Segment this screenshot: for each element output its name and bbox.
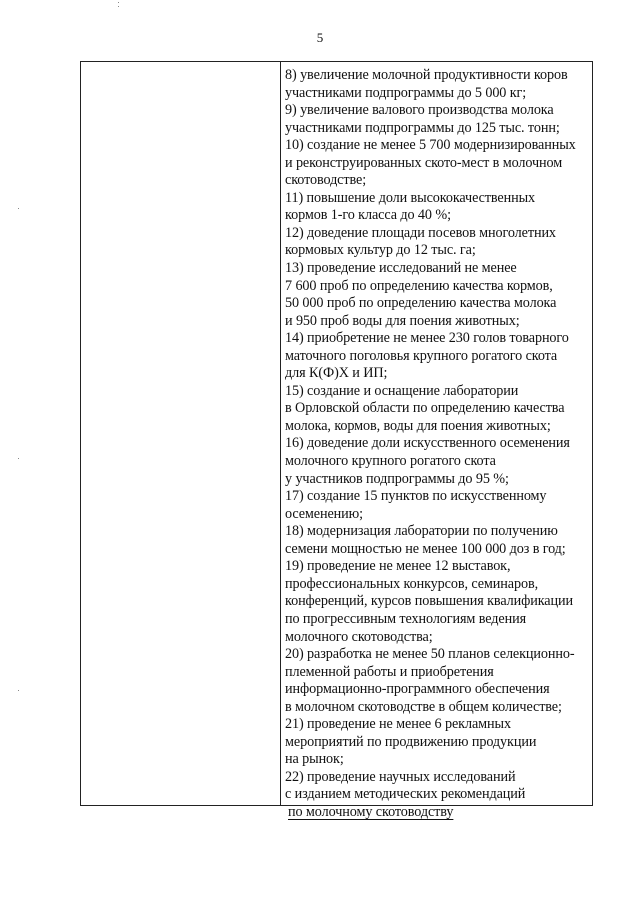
- document-table: [80, 61, 593, 820]
- text-line: у участников подпрограммы до 95 %;: [285, 470, 509, 487]
- text-line: с изданием методических рекомендаций: [285, 786, 526, 803]
- text-line: и 950 проб воды для поения животных;: [285, 312, 520, 329]
- text-line: по прогрессивным технологиям ведения: [285, 610, 527, 627]
- text-line: молочного крупного рогатого скота: [285, 453, 496, 470]
- text-line: осеменению;: [285, 505, 364, 522]
- text-line: участниками подпрограммы до 5 000 кг;: [285, 84, 527, 101]
- text-line: 13) проведение исследований не менее: [285, 260, 517, 277]
- scan-speck: [118, 6, 119, 7]
- scan-speck: [118, 2, 119, 3]
- page-number: 5: [316, 30, 324, 45]
- text-line: 15) создание и оснащение лаборатории: [285, 382, 519, 399]
- column-divider: [280, 62, 281, 805]
- text-line: 9) увеличение валового производства молока: [285, 102, 554, 119]
- scan-speck: [18, 458, 19, 459]
- text-line: кормов 1-го класса до 40 %;: [285, 207, 451, 224]
- text-line: участниками подпрограммы до 125 тыс. тонн;: [285, 119, 560, 136]
- text-line: по молочному скотоводству: [288, 803, 454, 820]
- text-line: и реконструированных ското-мест в молочном: [285, 154, 563, 171]
- text-line: 17) создание 15 пунктов по искусственному: [285, 488, 547, 505]
- text-line: молочного скотоводства;: [285, 628, 433, 645]
- text-line: в Орловской области по определению качества: [285, 400, 565, 417]
- text-line: скотоводстве;: [285, 172, 367, 189]
- text-line: 22) проведение научных исследований: [285, 768, 516, 785]
- text-line: конференций, курсов повышения квалификации: [285, 593, 573, 610]
- text-line: 18) модернизация лаборатории по получению: [285, 523, 558, 540]
- text-line: маточного поголовья крупного рогатого скота: [285, 347, 558, 364]
- text-line: семени мощностью не менее 100 000 доз в год;: [285, 540, 566, 557]
- text-line: 8) увеличение молочной продуктивности коров: [285, 67, 568, 83]
- text-line: 11) повышение доли высококачественных: [285, 189, 536, 206]
- text-line: 12) доведение площади посевов многолетних: [285, 224, 556, 241]
- text-line: профессиональных конкурсов, семинаров,: [285, 575, 539, 592]
- text-line: на рынок;: [285, 751, 344, 768]
- text-line: 14) приобретение не менее 230 голов товарного: [285, 330, 569, 347]
- text-line: информационно-программного обеспечения: [285, 681, 550, 698]
- text-line: кормовых культур до 12 тыс. га;: [285, 242, 476, 259]
- text-line: в молочном скотоводстве в общем количестве;: [285, 698, 562, 715]
- text-line: молока, кормов, воды для поения животных;: [285, 417, 551, 434]
- text-line: для К(Ф)Х и ИП;: [285, 365, 388, 382]
- scan-speck: [18, 690, 19, 691]
- scan-speck: [18, 208, 19, 209]
- text-line: 20) разработка не менее 50 планов селекционно-: [285, 646, 575, 663]
- text-line: 50 000 проб по определению качества молока: [285, 295, 557, 312]
- text-line: мероприятий по продвижению продукции: [285, 733, 537, 750]
- right-cell-text: [285, 67, 590, 822]
- text-line: племенной работы и приобретения: [285, 663, 494, 680]
- text-line: 10) создание не менее 5 700 модернизированных: [285, 137, 576, 154]
- text-line: 7 600 проб по определению качества кормов,: [285, 277, 553, 294]
- text-line: 19) проведение не менее 12 выставок,: [285, 558, 511, 575]
- text-line: 16) доведение доли искусственного осеменения: [285, 435, 570, 452]
- text-line: 21) проведение не менее 6 рекламных: [285, 716, 511, 733]
